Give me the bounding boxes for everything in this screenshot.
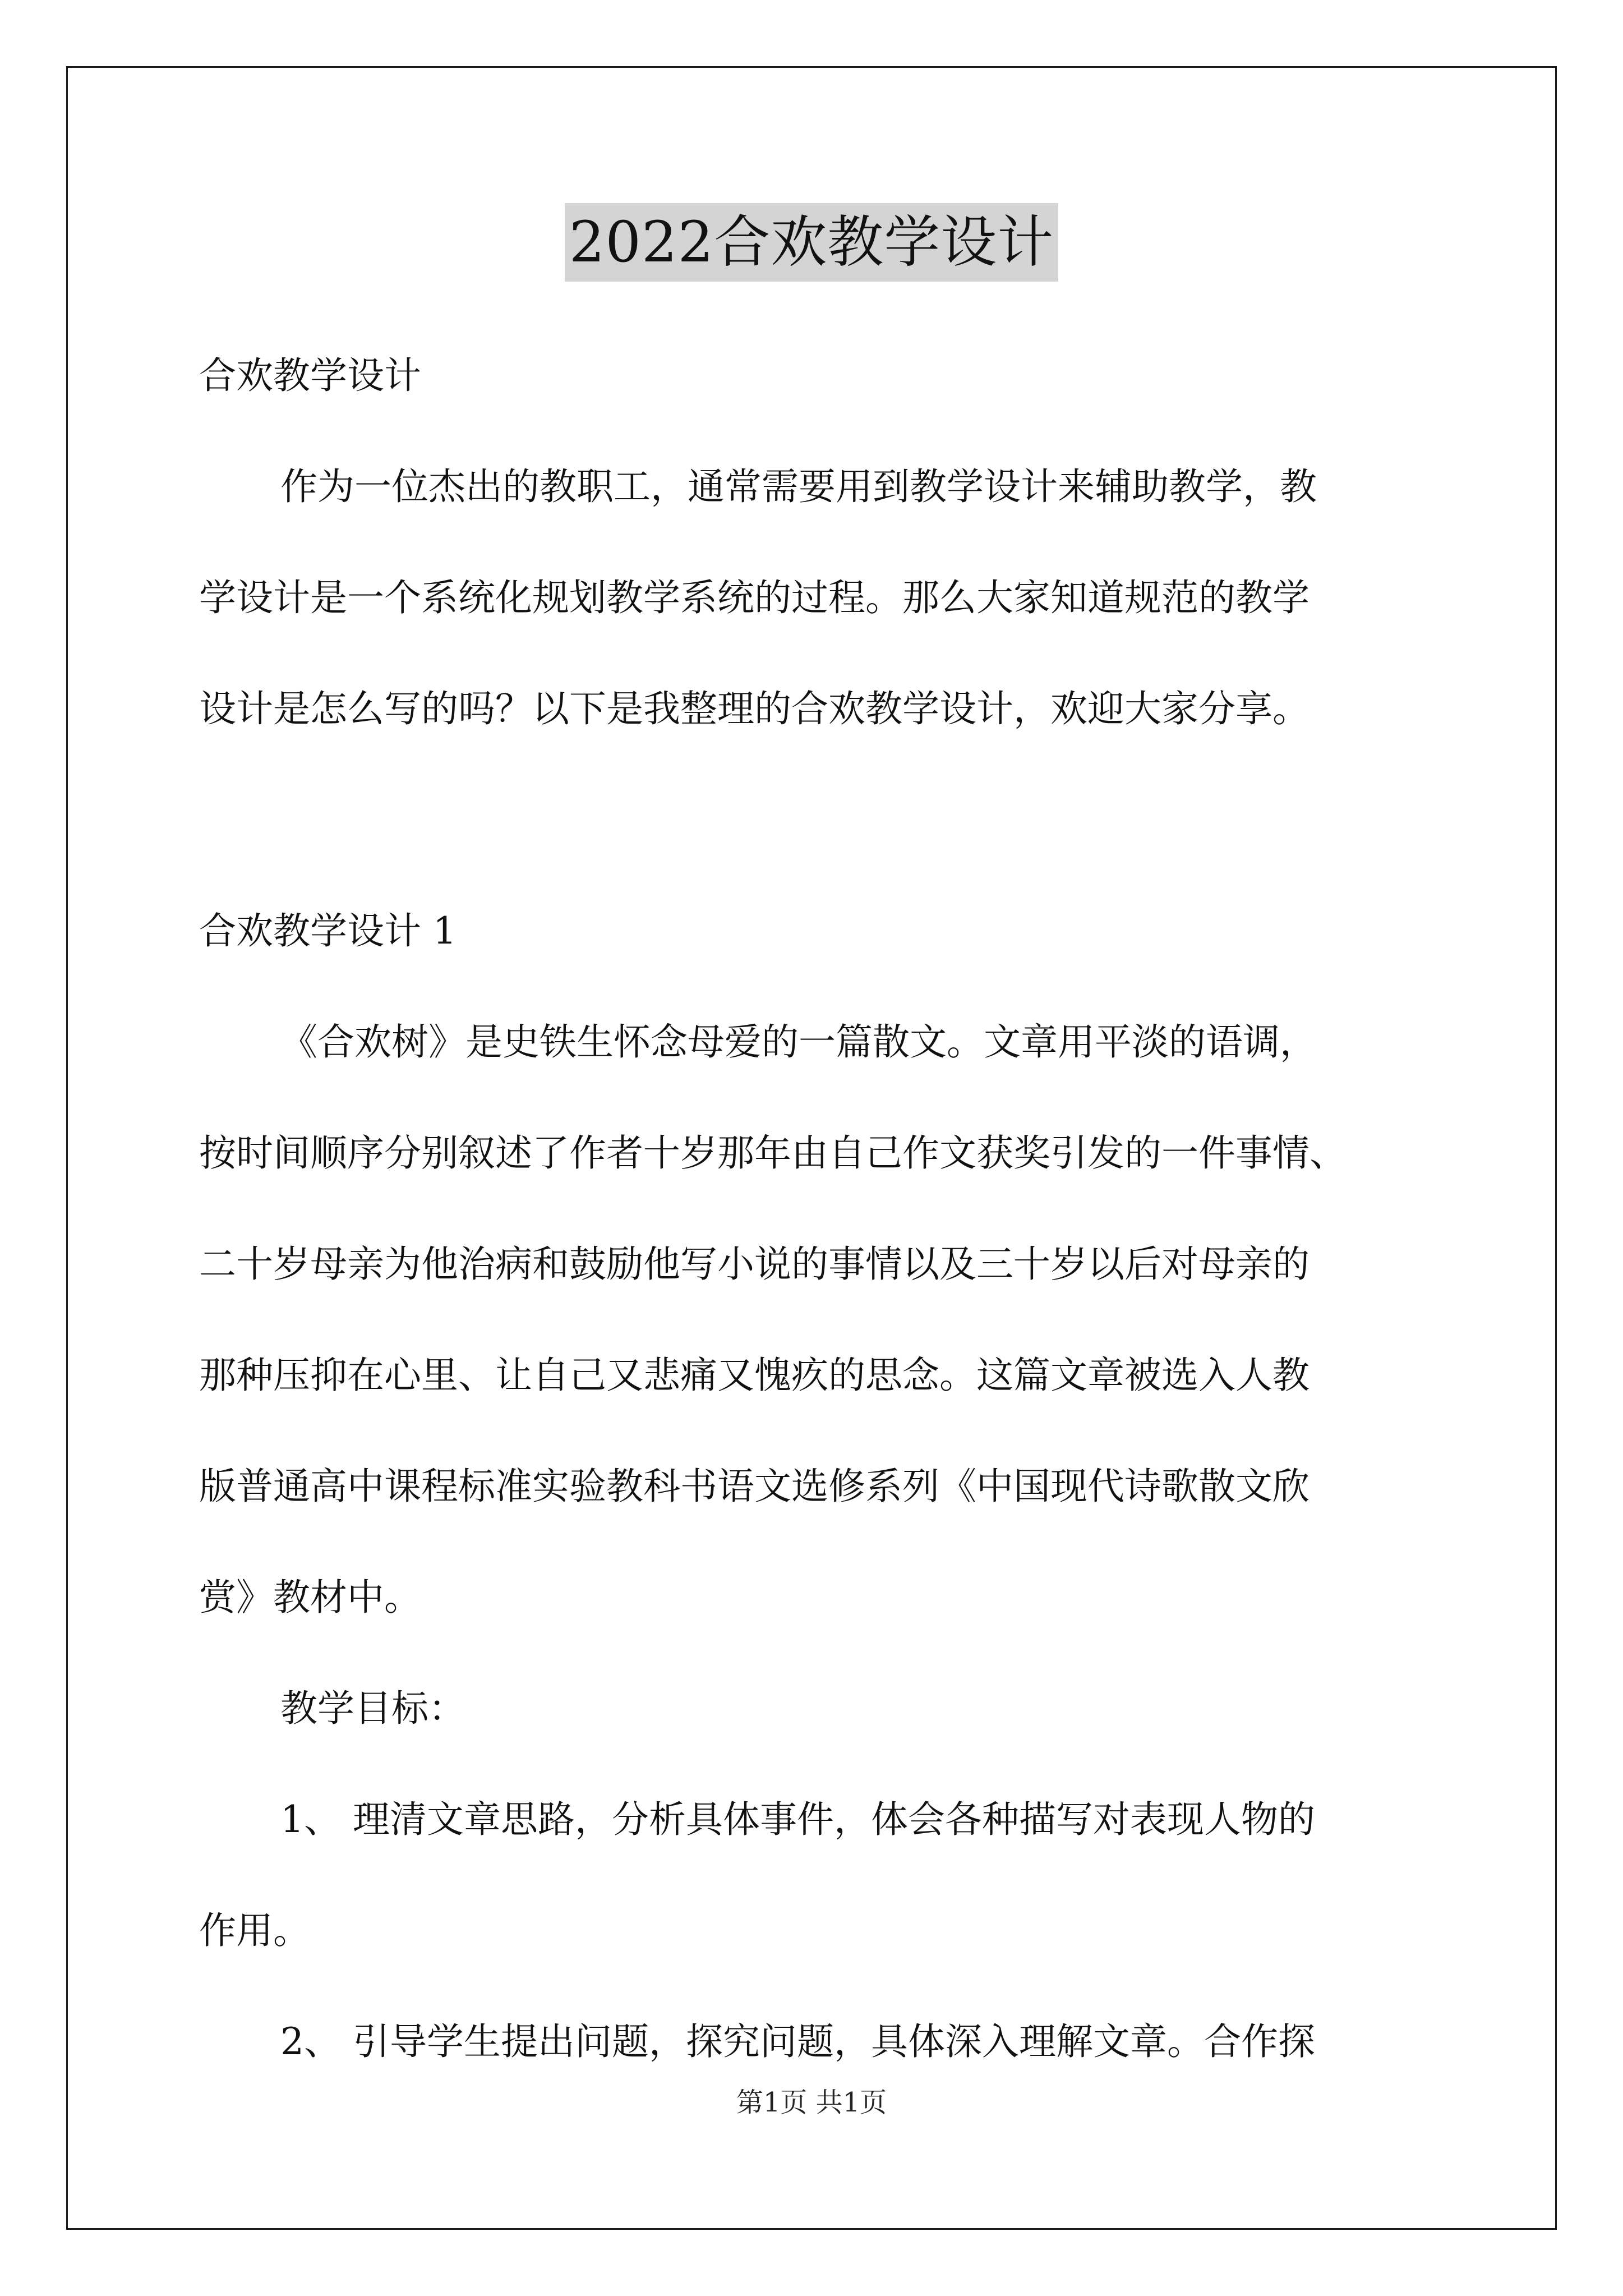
section-line: 赏》教材中。 [199, 1576, 421, 1619]
title-container [0, 203, 1623, 282]
spacer [199, 403, 1433, 459]
spacer [199, 737, 1433, 903]
goal-line: 作用。 [199, 1909, 310, 1952]
section-line: 按时间顺序分别叙述了作者十岁那年由自己作文获奖引发的一件事情、 [199, 1131, 1347, 1175]
section-line: 版普通高中课程标准实验教科书语文选修系列《中国现代诗歌散文欣 [199, 1465, 1310, 1508]
section-heading: 合欢教学设计 1 [199, 909, 457, 953]
intro-line: 作为一位杰出的教职工，通常需要用到教学设计来辅助教学，教 [280, 465, 1317, 508]
goal-line: 2、 引导学生提出问题，探究问题，具体深入理解文章。合作探 [280, 2020, 1315, 2063]
goals-label: 教学目标： [280, 1687, 465, 1730]
document-title: 2022合欢教学设计 [565, 203, 1059, 282]
goal-line: 1、 理清文章思路，分析具体事件，体会各种描写对表现人物的 [280, 1798, 1315, 1841]
section-line: 那种压抑在心里、让自己又悲痛又愧疚的思念。这篇文章被选入人教 [199, 1354, 1310, 1397]
section-line: 二十岁母亲为他治病和鼓励他写小说的事情以及三十岁以后对母亲的 [199, 1243, 1310, 1286]
page-footer: 第1页 共1页 [736, 2087, 887, 2118]
subtitle: 合欢教学设计 [199, 354, 421, 397]
document-body [199, 348, 1433, 2069]
intro-line: 设计是怎么写的吗？以下是我整理的合欢教学设计，欢迎大家分享。 [199, 687, 1310, 730]
intro-line: 学设计是一个系统化规划教学系统的过程。那么大家知道规范的教学 [199, 576, 1310, 619]
section-line: 《合欢树》是史铁生怀念母爱的一篇散文。文章用平淡的语调， [280, 1020, 1317, 1064]
